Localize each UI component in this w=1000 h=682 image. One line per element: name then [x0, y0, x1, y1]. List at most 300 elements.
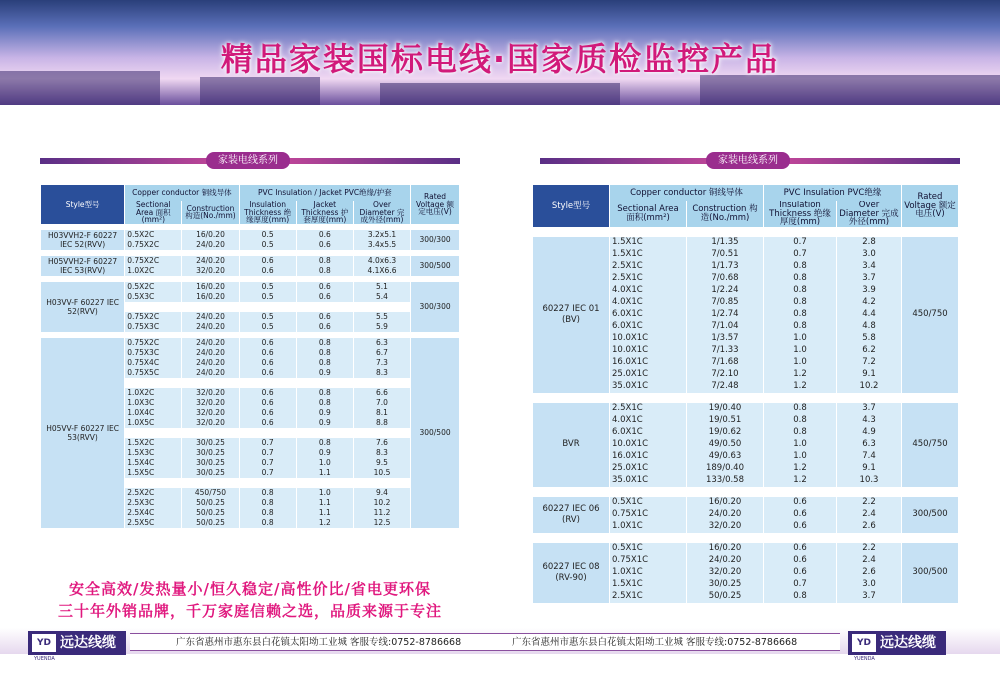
table-cell: 35.0X1C: [610, 475, 686, 487]
table-cell: 8.3: [354, 448, 410, 458]
table-cell: 0.8: [764, 309, 836, 321]
table-cell: 7/2.10: [687, 369, 763, 381]
table-cell: 0.5: [240, 312, 296, 322]
table-cell: 0.5: [240, 230, 296, 240]
table-cell: 0.5: [240, 322, 296, 332]
group-voltage: 300/300: [411, 230, 459, 250]
table-cell: 0.8: [297, 358, 353, 368]
table-cell: 0.8: [297, 338, 353, 348]
table-cell: 0.6: [240, 418, 296, 428]
table-cell: 5.9: [354, 322, 410, 332]
table-cell: 0.9: [297, 408, 353, 418]
brand-sub-right: YUENDA: [854, 656, 875, 662]
blank-cell: [125, 428, 181, 438]
blank-cell: [182, 478, 238, 488]
table-cell: 1.5X2C: [125, 438, 181, 448]
table-cell: 16.0X1C: [610, 357, 686, 369]
table-cell: 10.5: [354, 468, 410, 478]
group-voltage: 300/500: [411, 338, 459, 528]
table-cell: 4.0X1C: [610, 415, 686, 427]
group-model: H03VVH2-F 60227 IEC 52(RVV): [41, 230, 124, 250]
table-cell: 0.9: [297, 448, 353, 458]
table-cell: 1.0X5C: [125, 418, 181, 428]
brand-name: 远达线缆: [880, 635, 936, 651]
table-cell: 1.1: [297, 498, 353, 508]
banner: [0, 0, 1000, 105]
table-cell: 0.7: [764, 249, 836, 261]
table-cell: 2.6: [837, 521, 901, 533]
table-row: [41, 230, 459, 240]
slogan-line-1: 安全高效/发热量小/恒久稳定/高性价比/省电更环保: [69, 580, 431, 598]
table-cell: 35.0X1C: [610, 381, 686, 393]
group-model: 60227 IEC 01 (BV): [533, 237, 609, 393]
table-cell: 0.7: [764, 237, 836, 249]
table-cell: 0.5X1C: [610, 543, 686, 555]
header-ins: Insulation Thickness 绝缘厚度(mm): [764, 201, 836, 227]
table-cell: 10.0X1C: [610, 439, 686, 451]
table-cell: 9.5: [354, 458, 410, 468]
table-cell: 16.0X1C: [610, 451, 686, 463]
footer-address-left: 广东省惠州市惠东县白花镇太阳坳工业城 客服专线:0752-8786668: [176, 637, 462, 648]
table-cell: 0.6: [240, 368, 296, 378]
table-cell: 0.75X5C: [125, 368, 181, 378]
table-cell: 0.6: [240, 256, 296, 266]
left-spec-table: [40, 185, 460, 528]
blank-cell: [297, 428, 353, 438]
table-cell: 10.0X1C: [610, 333, 686, 345]
table-cell: 0.6: [297, 230, 353, 240]
table-cell: 0.8: [764, 321, 836, 333]
table-cell: 8.1: [354, 408, 410, 418]
group-voltage: 300/500: [902, 497, 958, 533]
table-cell: 3.2x5.1: [354, 230, 410, 240]
right-section-title: 家装电线系列: [706, 152, 790, 169]
table-cell: 50/0.25: [182, 508, 238, 518]
table-cell: 3.7: [837, 273, 901, 285]
table-cell: 32/0.20: [687, 567, 763, 579]
table-cell: 0.8: [297, 348, 353, 358]
table-row: [533, 543, 958, 555]
table-cell: 1.2: [764, 463, 836, 475]
brand-mark-icon: YD: [32, 634, 56, 652]
table-cell: 0.5: [240, 240, 296, 250]
table-cell: 24/0.20: [182, 358, 238, 368]
table-cell: 1.0X2C: [125, 388, 181, 398]
table-cell: 1.1: [297, 468, 353, 478]
header-area: Sectional Area 面积(mm²): [610, 201, 686, 227]
table-cell: 7/1.68: [687, 357, 763, 369]
table-cell: 0.6: [764, 543, 836, 555]
table-cell: 24/0.20: [182, 312, 238, 322]
table-cell: 8.3: [354, 368, 410, 378]
table-cell: 0.75X3C: [125, 322, 181, 332]
table-cell: 1/3.57: [687, 333, 763, 345]
table-cell: 0.5X3C: [125, 292, 181, 302]
table-cell: 1.0X3C: [125, 398, 181, 408]
table-cell: 0.8: [297, 438, 353, 448]
table-cell: 1/2.74: [687, 309, 763, 321]
brand-name: 远达线缆: [60, 635, 116, 651]
table-cell: 0.7: [240, 448, 296, 458]
table-cell: 1.2: [764, 369, 836, 381]
table-cell: 10.2: [837, 381, 901, 393]
table-cell: 0.6: [297, 312, 353, 322]
table-cell: 9.1: [837, 463, 901, 475]
table-cell: 0.8: [764, 273, 836, 285]
table-cell: 7/1.04: [687, 321, 763, 333]
table-cell: 0.7: [764, 579, 836, 591]
table-cell: 0.8: [240, 488, 296, 498]
table-cell: 2.5X1C: [610, 591, 686, 603]
table-cell: 5.8: [837, 333, 901, 345]
table-cell: 30/0.25: [182, 448, 238, 458]
table-cell: 11.2: [354, 508, 410, 518]
blank-cell: [354, 428, 410, 438]
table-cell: 50/0.25: [182, 498, 238, 508]
blank-cell: [297, 478, 353, 488]
table-cell: 32/0.20: [182, 398, 238, 408]
table-cell: 7.2: [837, 357, 901, 369]
header-area: Sectional Area 面积(mm²): [125, 201, 181, 224]
table-cell: 0.5X2C: [125, 230, 181, 240]
table-cell: 0.8: [764, 427, 836, 439]
table-cell: 0.6: [764, 567, 836, 579]
table-cell: 30/0.25: [687, 579, 763, 591]
table-cell: 2.5X5C: [125, 518, 181, 528]
table-cell: 5.1: [354, 282, 410, 292]
banner-title: 精品家装国标电线·国家质检监控产品: [220, 40, 780, 78]
table-cell: 3.0: [837, 579, 901, 591]
header-style: Style型号: [533, 185, 609, 227]
table-cell: 32/0.20: [182, 408, 238, 418]
blank-cell: [240, 428, 296, 438]
blank-cell: [240, 378, 296, 388]
table-cell: 24/0.20: [182, 256, 238, 266]
table-cell: 0.8: [240, 498, 296, 508]
table-cell: 10.3: [837, 475, 901, 487]
table-cell: 0.6: [297, 282, 353, 292]
table-cell: 0.8: [297, 388, 353, 398]
table-cell: 1.5X4C: [125, 458, 181, 468]
table-cell: 2.5X1C: [610, 261, 686, 273]
header-rated: Rated Voltage 额定电压(V): [902, 185, 958, 227]
table-cell: 2.4: [837, 509, 901, 521]
table-cell: 2.5X4C: [125, 508, 181, 518]
table-cell: 49/0.63: [687, 451, 763, 463]
header-construction: Construction 构造(No./mm): [182, 201, 238, 224]
table-cell: 1.5X1C: [610, 579, 686, 591]
brand-logo-right: [848, 631, 946, 655]
table-cell: 0.75X3C: [125, 348, 181, 358]
group-model: H05VVH2-F 60227 IEC 53(RVV): [41, 256, 124, 276]
blank-cell: [297, 378, 353, 388]
table-cell: 1.0: [297, 488, 353, 498]
left-section-title: 家装电线系列: [206, 152, 290, 169]
table-cell: 6.0X1C: [610, 309, 686, 321]
gap-cell: [533, 533, 958, 543]
blank-cell: [182, 302, 238, 312]
group-voltage: 300/300: [411, 282, 459, 332]
table-cell: 4.8: [837, 321, 901, 333]
table-cell: 0.6: [240, 338, 296, 348]
table-cell: 0.75X2C: [125, 338, 181, 348]
table-cell: 24/0.20: [182, 368, 238, 378]
group-voltage: 450/750: [902, 237, 958, 393]
table-cell: 0.75X2C: [125, 312, 181, 322]
table-cell: 7.3: [354, 358, 410, 368]
table-cell: 16/0.20: [687, 497, 763, 509]
table-cell: 1.5X1C: [610, 237, 686, 249]
table-cell: 16/0.20: [182, 292, 238, 302]
table-cell: 0.5: [240, 282, 296, 292]
table-cell: 30/0.25: [182, 468, 238, 478]
table-cell: 0.6: [240, 348, 296, 358]
table-cell: 50/0.25: [182, 518, 238, 528]
table-cell: 0.8: [297, 256, 353, 266]
table-cell: 25.0X1C: [610, 463, 686, 475]
table-cell: 9.1: [837, 369, 901, 381]
table-cell: 1.1: [297, 508, 353, 518]
table-cell: 6.2: [837, 345, 901, 357]
table-cell: 0.6: [240, 408, 296, 418]
group-voltage: 300/500: [902, 543, 958, 603]
gap-cell: [533, 227, 958, 237]
blank-cell: [182, 378, 238, 388]
table-cell: 7.6: [354, 438, 410, 448]
table-cell: 24/0.20: [182, 240, 238, 250]
header-style: Style型号: [41, 185, 124, 224]
header-pvc: PVC Insulation / Jacket PVC绝缘/护套: [240, 185, 411, 201]
table-cell: 19/0.51: [687, 415, 763, 427]
gap-cell: [533, 487, 958, 497]
group-model: 60227 IEC 06 (RV): [533, 497, 609, 533]
table-cell: 10.0X1C: [610, 345, 686, 357]
table-cell: 4.2: [837, 297, 901, 309]
table-row: [533, 403, 958, 415]
table-cell: 0.6: [764, 521, 836, 533]
header-construction: Construction 构造(No./mm): [687, 201, 763, 227]
table-cell: 0.6: [240, 358, 296, 368]
table-cell: 3.7: [837, 403, 901, 415]
table-cell: 0.6: [764, 509, 836, 521]
table-cell: 6.7: [354, 348, 410, 358]
table-cell: 0.6: [297, 292, 353, 302]
group-voltage: 450/750: [902, 403, 958, 487]
table-cell: 7/0.85: [687, 297, 763, 309]
table-cell: 32/0.20: [182, 388, 238, 398]
blank-cell: [125, 478, 181, 488]
table-cell: 7.0: [354, 398, 410, 408]
table-cell: 7/1.33: [687, 345, 763, 357]
table-cell: 32/0.20: [182, 418, 238, 428]
table-cell: 1.2: [764, 381, 836, 393]
table-row: [41, 282, 459, 292]
blank-cell: [354, 478, 410, 488]
table-cell: 25.0X1C: [610, 369, 686, 381]
table-cell: 0.7: [240, 438, 296, 448]
table-cell: 0.6: [240, 398, 296, 408]
table-cell: 1.0: [764, 439, 836, 451]
table-cell: 1.0: [764, 357, 836, 369]
table-cell: 2.2: [837, 497, 901, 509]
blank-cell: [125, 378, 181, 388]
group-gap: [533, 533, 958, 543]
table-cell: 6.3: [354, 338, 410, 348]
table-cell: 8.8: [354, 418, 410, 428]
table-cell: 0.8: [240, 508, 296, 518]
table-cell: 0.8: [764, 403, 836, 415]
blank-cell: [182, 428, 238, 438]
group-gap: [533, 227, 958, 237]
table-cell: 1.0X4C: [125, 408, 181, 418]
table-cell: 10.2: [354, 498, 410, 508]
table-cell: 1.5X1C: [610, 249, 686, 261]
group-model: H03VV-F 60227 IEC 52(RVV): [41, 282, 124, 332]
table-cell: 16/0.20: [182, 282, 238, 292]
table-cell: 1.5X3C: [125, 448, 181, 458]
table-cell: 7/2.48: [687, 381, 763, 393]
table-cell: 0.75X2C: [125, 256, 181, 266]
table-cell: 6.3: [837, 439, 901, 451]
table-cell: 0.7: [240, 458, 296, 468]
table-cell: 19/0.40: [687, 403, 763, 415]
blank-cell: [354, 378, 410, 388]
blank-cell: [240, 302, 296, 312]
table-cell: 32/0.20: [687, 521, 763, 533]
table-cell: 4.0X1C: [610, 297, 686, 309]
table-row: [41, 256, 459, 266]
table-cell: 6.6: [354, 388, 410, 398]
table-cell: 30/0.25: [182, 438, 238, 448]
table-cell: 0.75X1C: [610, 509, 686, 521]
table-cell: 1.0: [764, 451, 836, 463]
group-model: 60227 IEC 08 (RV-90): [533, 543, 609, 603]
table-cell: 1.0X1C: [610, 521, 686, 533]
table-cell: 3.9: [837, 285, 901, 297]
table-cell: 0.6: [240, 266, 296, 276]
table-cell: 7/0.51: [687, 249, 763, 261]
table-cell: 16/0.20: [687, 543, 763, 555]
table-cell: 3.7: [837, 591, 901, 603]
table-cell: 5.5: [354, 312, 410, 322]
table-cell: 450/750: [182, 488, 238, 498]
blank-cell: [354, 302, 410, 312]
table-cell: 1.0: [764, 333, 836, 345]
group-gap: [533, 487, 958, 497]
blank-cell: [125, 302, 181, 312]
table-cell: 49/0.50: [687, 439, 763, 451]
table-cell: 3.4: [837, 261, 901, 273]
table-cell: 2.5X3C: [125, 498, 181, 508]
table-cell: 1/1.73: [687, 261, 763, 273]
table-cell: 19/0.62: [687, 427, 763, 439]
header-copper: Copper conductor 铜线导体: [610, 185, 763, 201]
table-cell: 0.8: [764, 261, 836, 273]
table-cell: 24/0.20: [182, 322, 238, 332]
table-cell: 1.5X5C: [125, 468, 181, 478]
table-cell: 0.6: [297, 322, 353, 332]
table-cell: 1.2: [764, 475, 836, 487]
group-voltage: 300/500: [411, 256, 459, 276]
brand-sub-left: YUENDA: [34, 656, 55, 662]
table-cell: 1.2: [297, 518, 353, 528]
table-cell: 2.4: [837, 555, 901, 567]
table-cell: 0.75X2C: [125, 240, 181, 250]
table-cell: 3.4x5.5: [354, 240, 410, 250]
header-ins: Insulation Thickness 绝缘厚度(mm): [240, 201, 296, 224]
table-cell: 1.0X2C: [125, 266, 181, 276]
gap-cell: [533, 393, 958, 403]
header-rated: Rated Voltage 额定电压(V): [411, 185, 459, 224]
table-cell: 2.2: [837, 543, 901, 555]
footer-address-right: 广东省惠州市惠东县白花镇太阳坳工业城 客服专线:0752-8786668: [512, 637, 798, 648]
table-cell: 4.0x6.3: [354, 256, 410, 266]
table-cell: 0.8: [764, 285, 836, 297]
table-cell: 50/0.25: [687, 591, 763, 603]
table-row: [533, 497, 958, 509]
table-cell: 0.8: [240, 518, 296, 528]
group-model: H05VV-F 60227 IEC 53(RVV): [41, 338, 124, 528]
table-cell: 2.6: [837, 567, 901, 579]
table-cell: 6.0X1C: [610, 321, 686, 333]
table-cell: 6.0X1C: [610, 427, 686, 439]
table-cell: 0.8: [764, 591, 836, 603]
table-cell: 0.8: [764, 415, 836, 427]
table-cell: 4.4: [837, 309, 901, 321]
table-row: [41, 338, 459, 348]
table-cell: 0.6: [240, 388, 296, 398]
table-cell: 4.3: [837, 415, 901, 427]
header-jacket: Jacket Thickness 护套厚度(mm): [297, 201, 353, 224]
table-cell: 0.8: [297, 398, 353, 408]
brand-mark-icon: YD: [852, 634, 876, 652]
table-cell: 1/2.24: [687, 285, 763, 297]
table-cell: 24/0.20: [687, 509, 763, 521]
table-cell: 9.4: [354, 488, 410, 498]
table-cell: 0.75X1C: [610, 555, 686, 567]
group-model: BVR: [533, 403, 609, 487]
table-cell: 30/0.25: [182, 458, 238, 468]
table-cell: 2.5X1C: [610, 273, 686, 285]
table-cell: 0.8: [764, 297, 836, 309]
table-cell: 2.5X1C: [610, 403, 686, 415]
table-cell: 0.7: [240, 468, 296, 478]
table-cell: 133/0.58: [687, 475, 763, 487]
table-cell: 1/1.35: [687, 237, 763, 249]
table-cell: 0.8: [297, 266, 353, 276]
table-row: [533, 237, 958, 249]
table-cell: 0.75X4C: [125, 358, 181, 368]
table-cell: 1.0: [764, 345, 836, 357]
table-cell: 4.9: [837, 427, 901, 439]
table-cell: 5.4: [354, 292, 410, 302]
table-cell: 24/0.20: [182, 348, 238, 358]
blank-cell: [240, 478, 296, 488]
table-cell: 0.5: [240, 292, 296, 302]
table-cell: 2.8: [837, 237, 901, 249]
brand-logo-left: [28, 631, 126, 655]
table-cell: 24/0.20: [687, 555, 763, 567]
group-gap: [533, 393, 958, 403]
table-cell: 12.5: [354, 518, 410, 528]
slogan-line-2: 三十年外销品牌，千万家庭信赖之选，品质来源于专注: [57, 602, 442, 620]
blank-cell: [297, 302, 353, 312]
table-cell: 0.5X1C: [610, 497, 686, 509]
right-spec-table: [532, 185, 959, 603]
header-copper: Copper conductor 铜线导体: [125, 185, 238, 201]
table-cell: 4.1X6.6: [354, 266, 410, 276]
table-cell: 1.0: [297, 458, 353, 468]
